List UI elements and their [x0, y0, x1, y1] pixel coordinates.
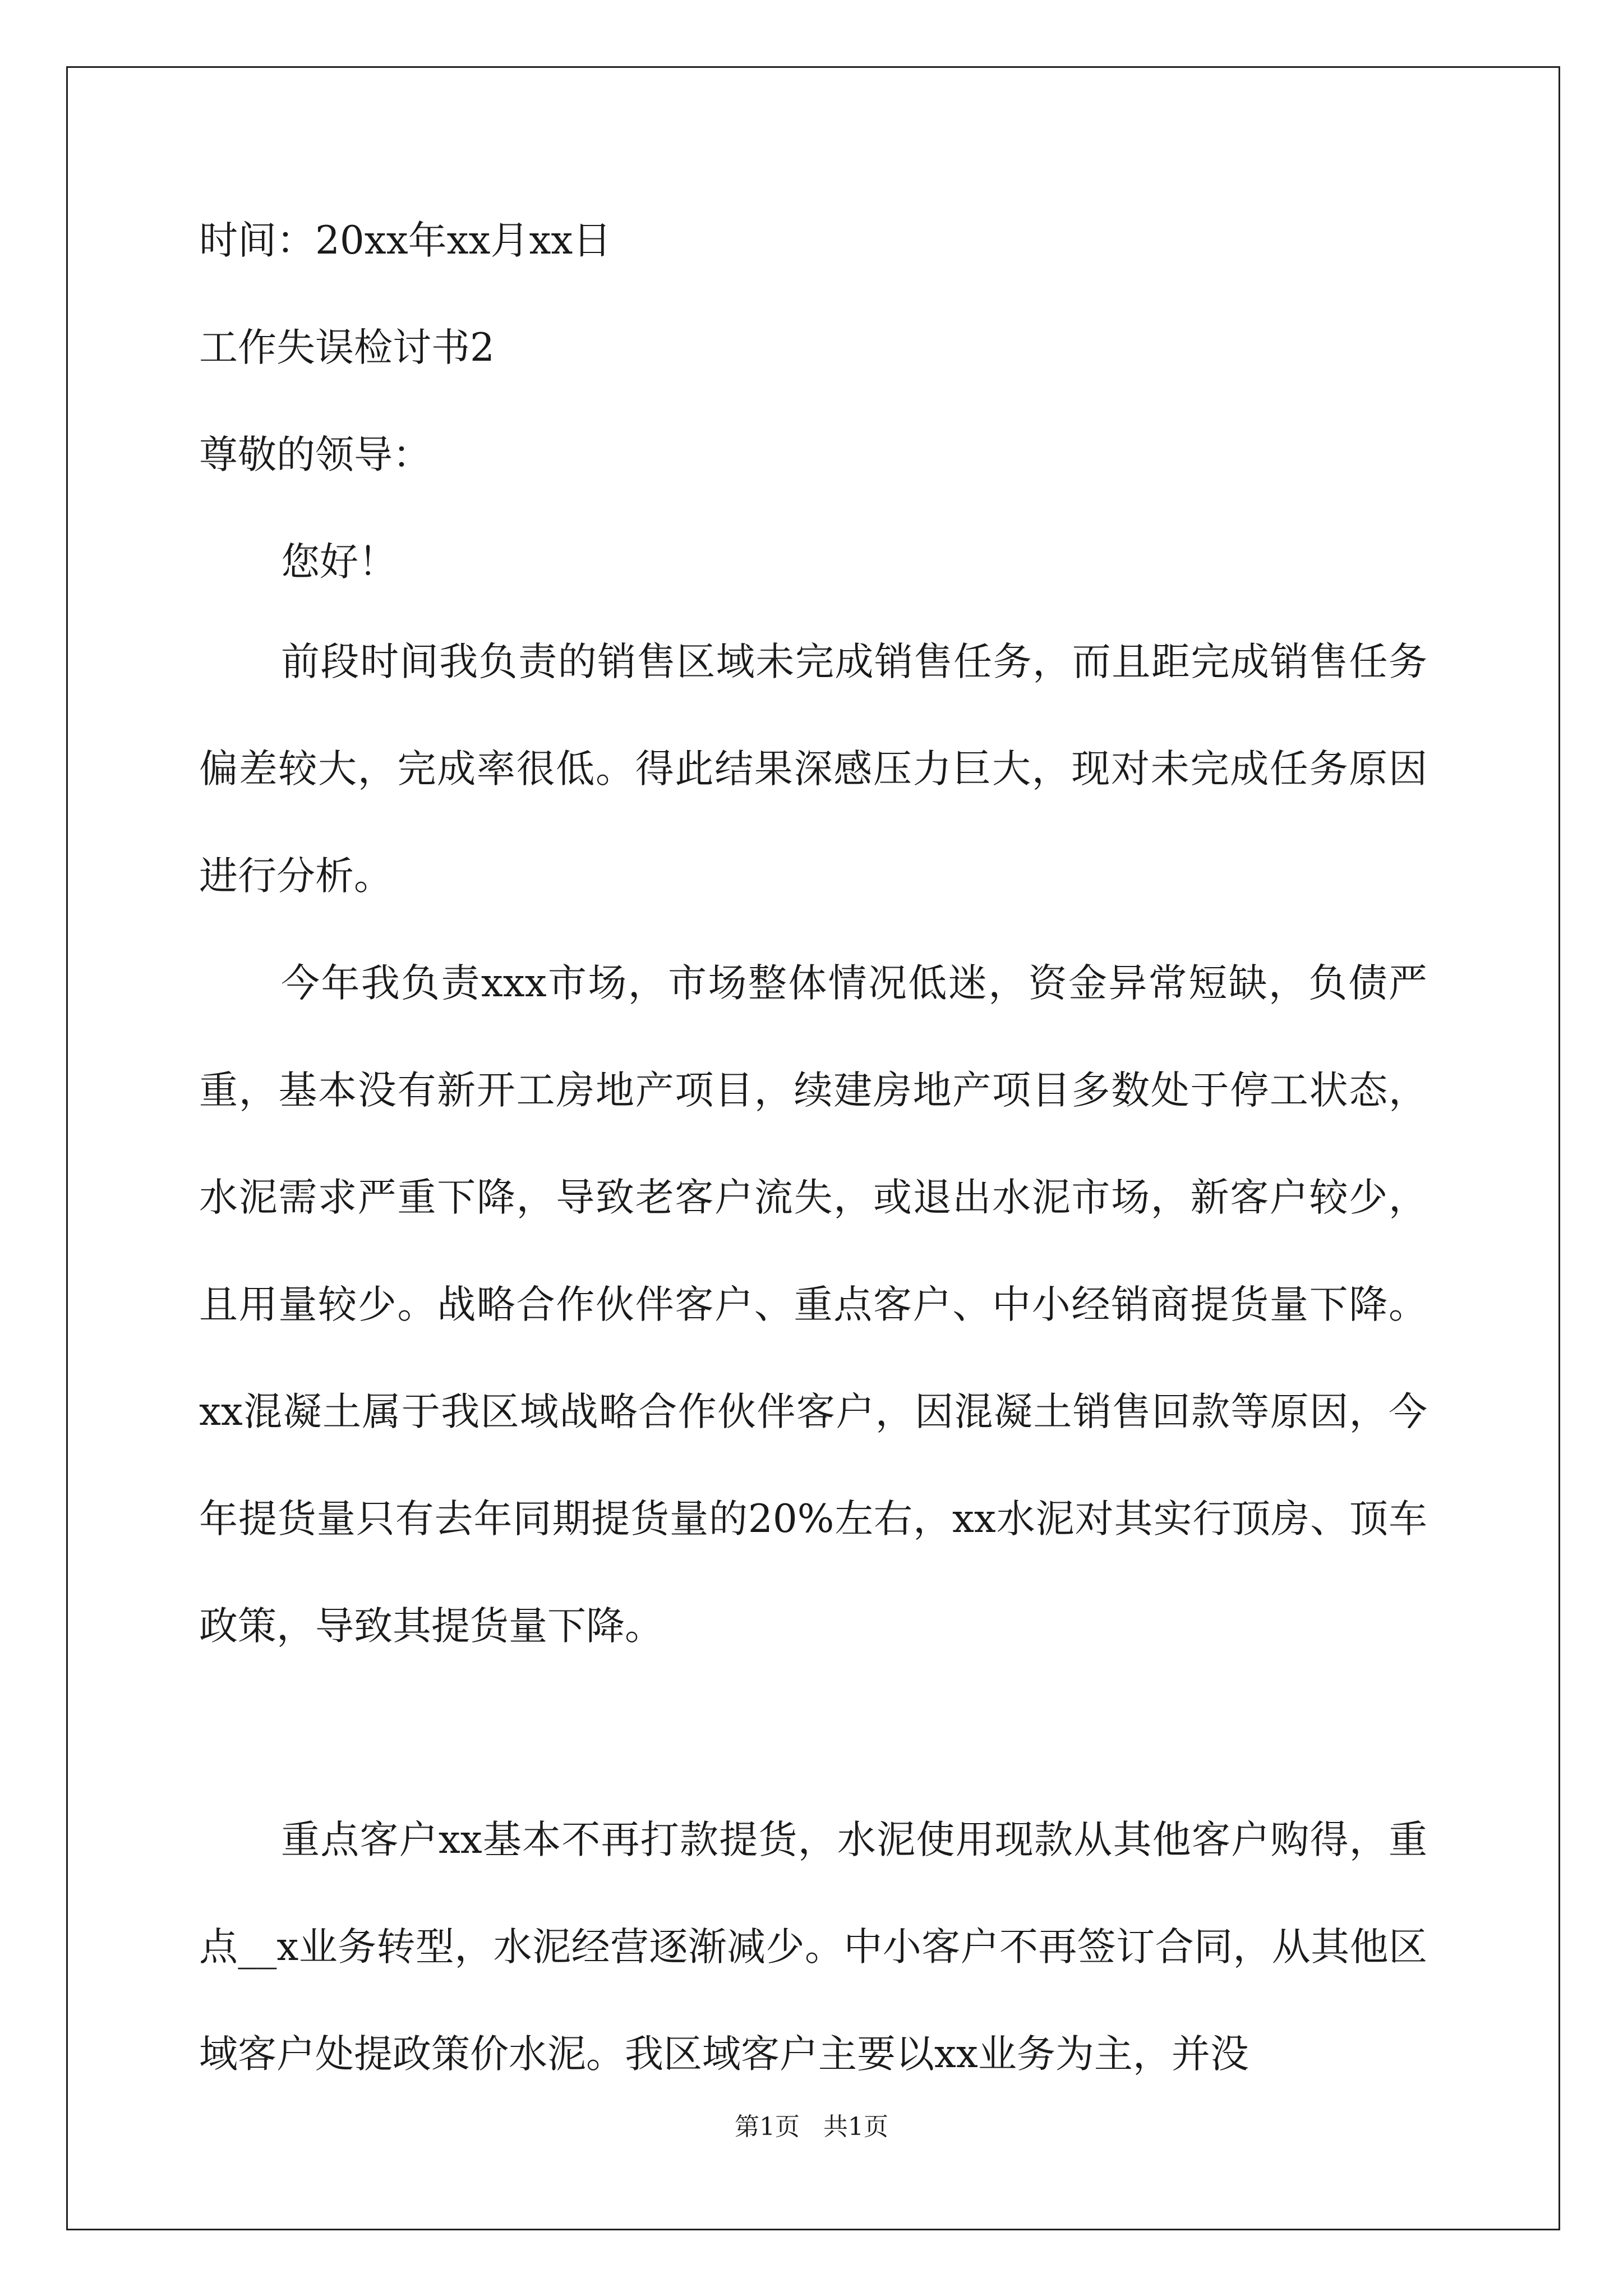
paragraph-1: 前段时间我负责的销售区域未完成销售任务，而且距完成销售任务偏差较大，完成率很低。得此结果深感压力巨大，现对未完成任务原因进行分析。: [199, 639, 1427, 899]
page-footer: 第1页 共1页: [735, 2113, 888, 2141]
paragraph-3: 重点客户xx基本不再打款提货，水泥使用现款从其他客户购得，重点__x业务转型，水泥经营逐渐减少。中小客户不再签订合同，从其他区域客户处提政策价水泥。我区域客户主要以xx业务为主，并没: [199, 1818, 1427, 2077]
paragraph-2: 今年我负责xxx市场，市场整体情况低迷，资金异常短缺，负债严重，基本没有新开工房地产项目，续建房地产项目多数处于停工状态，水泥需求严重下降，导致老客户流失，或退出水泥市场，新客户较少，且用量较少。战略合作伙伴客户、重点客户、中小经销商提货量下降。xx混凝土属于我区域战略合作伙伴客户，因混凝土销售回款等原因，今年提货量只有去年同期提货量的20%左右，xx水泥对其实行顶房、顶车政策，导致其提货量下降。: [199, 961, 1427, 1649]
greeting: 您好！: [281, 540, 397, 585]
document-title: 工作失误检讨书2: [199, 325, 495, 370]
time-line: 时间：20xx年xx月xx日: [199, 218, 612, 263]
salutation: 尊敬的领导：: [199, 432, 431, 477]
